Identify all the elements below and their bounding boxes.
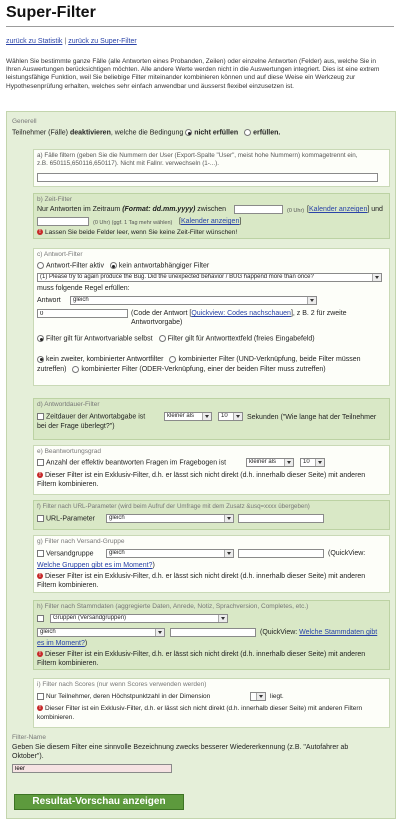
warning-icon: ! — [37, 229, 43, 235]
radio-combined-and[interactable] — [169, 356, 176, 363]
date-to-input[interactable] — [37, 217, 89, 226]
section-b-title: b) Zeit-Filter — [37, 196, 73, 203]
score-dimension-select[interactable] — [250, 692, 266, 701]
answer-code-hint: (Code der Antwort [Quickview: Codes nachschauen], z B. 2 für zweite Antwortvorgabe) — [131, 310, 347, 326]
calendar-link-2[interactable]: Kalender anzeigen — [180, 218, 240, 225]
section-h-title: h) Filter nach Stammdaten (aggregierte Daten, Anrede, Notiz, Sprachversion, Completes, etc.) — [37, 603, 309, 610]
section-a-title: a) Fälle filtern (geben Sie die Nummern der User (Export-Spalte "User", meist hohe Nummern) kommagetrennt ein, z.B. 650115,650116,650117). Nicht mit Fallnr. verwechseln (1-...). — [37, 152, 358, 167]
chevron-down-icon — [256, 693, 265, 700]
user-ids-input[interactable] — [37, 173, 378, 182]
filter-target-row: Filter gilt für Antwortvariable selbst Filter gilt für Antworttextfeld (freies Eingabefeld) — [37, 335, 315, 344]
section-d-title: d) Antwortdauer-Filter — [37, 401, 100, 408]
url-param-value-input[interactable] — [238, 514, 324, 523]
chevron-down-icon — [218, 615, 227, 622]
chevron-down-icon — [155, 629, 164, 636]
back-to-superfilter-link[interactable]: zurück zu Super-Filter — [68, 38, 137, 45]
radio-combined-or[interactable] — [72, 366, 79, 373]
master-data-quickview-cont: es im Moment?) — [37, 640, 88, 647]
send-group-quickview-link-row: Welche Gruppen gibt es im Moment?) — [37, 562, 155, 569]
radio-no-answer-filter[interactable] — [110, 262, 117, 269]
master-data-quickview-link-1[interactable]: Welche Stammdaten gibt — [299, 629, 378, 636]
chevron-down-icon — [315, 459, 324, 466]
answered-count-checkbox[interactable] — [37, 459, 44, 466]
uhr-label-1: (0 Uhr) — [287, 208, 305, 214]
answer-code-input[interactable] — [37, 309, 128, 318]
master-data-quickview: (QuickView: Welche Stammdaten gibt — [260, 629, 378, 636]
calendar-link-1[interactable]: Kalender anzeigen — [308, 206, 368, 213]
breadcrumb-links: zurück zu Statistik | zurück zu Super-Filter — [6, 38, 137, 45]
score-row: Nur Teilnehmer, deren Höchstpunktzahl in der Dimension — [37, 693, 210, 702]
combination-options: kein zweiter, kombinierter Antwortfilter kombinierter Filter (UND-Verknüpfung, beide Filter müssen zutreffen) kombinierter Filter (ODER-Verknüpfung, einer der beiden Filter muss zutreffen) — [37, 356, 361, 373]
radio-fulfill[interactable] — [244, 129, 251, 136]
codes-quickview-link[interactable]: Quickview: Codes nachschauen — [191, 310, 291, 317]
chevron-down-icon — [307, 297, 316, 304]
score-checkbox[interactable] — [37, 693, 44, 700]
master-data-field-select[interactable]: Gruppen (Versandgruppen) — [50, 614, 228, 623]
master-data-value-input[interactable] — [170, 628, 256, 637]
section-f-title: f) Filter nach URL-Parameter (wird beim Aufruf der Umfrage mit dem Zusatz &usq=xxxx übergeben) — [37, 503, 310, 510]
warning-icon: ! — [37, 705, 43, 711]
date-from-input[interactable] — [234, 205, 283, 214]
send-group-value-input[interactable] — [238, 549, 324, 558]
section-g-title: g) Filter nach Versand-Gruppe — [37, 538, 125, 545]
section-b-warning: ! Lassen Sie beide Felder leer, wenn Sie keine Zeit-Filter wünschen! — [37, 229, 237, 238]
filter-name-input[interactable] — [12, 764, 172, 773]
section-g-warning: ! Dieser Filter ist ein Exklusiv-Filter, d.h. er lässt sich nicht direkt (d.h. innerhalb dieser Seite) mit anderen Filtern kombinieren. — [37, 573, 366, 589]
radio-not-fulfill[interactable] — [185, 129, 192, 136]
master-data-quickview-link-2[interactable]: es im Moment? — [37, 640, 85, 647]
section-i-title: i) Filter nach Scores (nur wenn Scores verwenden werden) — [37, 681, 207, 688]
question-select[interactable]: (1) Please try to again produce the Bug. Did the unexpected behavior / BUG happend more than once? — [37, 273, 382, 282]
chevron-down-icon — [224, 550, 233, 557]
section-e-warning: ! Dieser Filter ist ein Exklusiv-Filter, d.h. er lässt sich nicht direkt (d.h. innerhalb dieser Seite) mit anderen Filtern kombinieren. — [37, 472, 366, 488]
duration-value-select[interactable]: 10 — [218, 412, 243, 421]
master-data-checkbox[interactable] — [37, 615, 44, 622]
chevron-down-icon — [224, 515, 233, 522]
warning-icon: ! — [37, 472, 43, 478]
section-c-title: c) Antwort-Filter — [37, 251, 83, 258]
intro-text: Wählen Sie bestimmte ganze Fälle (alle Antworten eines Probanden, Zeilen) oder einzelne Antworten (Felder) aus, welche Sie in Ihren Auswertungen berücksichtigen möchten. Alle andere Werte werden nicht in die Auswertungen integriert. Dies ist eine extrem leistungsfähige Funktion, weil Sie beliebige Filter miteinander kombinieren können und auf diese Weise ein Werkzeug zur Hypothesenprüfung erhalten, welches sehr einfach anwendbar und äusserst flexibel einzusetzen ist. — [6, 58, 380, 90]
section-h-warning: ! Dieser Filter ist ein Exklusiv-Filter, d.h. er lässt sich nicht direkt (d.h. innerhalb dieser Seite) mit anderen Filtern kombinieren. — [37, 651, 366, 667]
answered-count-row: Anzahl der effektiv beantworten Fragen im Fragebogen ist — [37, 459, 226, 468]
general-condition: Teilnehmer (Fälle) deaktivieren, welche die Bedingung nicht erfüllen erfüllen. — [12, 129, 281, 137]
score-post-label: liegt. — [270, 693, 284, 700]
chevron-down-icon — [372, 274, 381, 281]
answered-operator-select[interactable]: kleiner als — [246, 458, 294, 467]
answer-filter-mode: Antwort-Filter aktiv kein antwortabhängiger Filter — [37, 262, 209, 271]
section-e-title: e) Beantwortungsgrad — [37, 448, 101, 455]
master-data-row — [37, 615, 46, 624]
show-result-preview-button[interactable]: Resultat-Vorschau anzeigen — [14, 794, 184, 810]
date-range-row: Nur Antworten im Zeitraum (Format: dd.mm.yyyy) zwischen — [37, 206, 227, 213]
url-param-row: URL-Parameter — [37, 515, 95, 524]
radio-filter-variable[interactable] — [37, 335, 44, 342]
rule-label: muss folgende Regel erfüllen: — [37, 285, 130, 292]
page-title: Super-Filter — [6, 4, 96, 21]
warning-icon: ! — [37, 651, 43, 657]
master-data-operator-select[interactable]: gleich — [37, 628, 165, 637]
general-title: Generell — [12, 118, 37, 125]
warning-icon: ! — [37, 573, 43, 579]
antwort-operator-select[interactable]: gleich — [70, 296, 317, 305]
title-divider — [6, 26, 394, 27]
calendar-row-2: [Kalender anzeigen] — [179, 218, 242, 225]
send-group-quickview-label: (QuickView: — [328, 550, 366, 557]
url-param-checkbox[interactable] — [37, 515, 44, 522]
antwort-label: Antwort — [37, 297, 61, 304]
radio-no-combined-filter[interactable] — [37, 356, 44, 363]
duration-row: Zeitdauer der Antwortabgabe ist — [37, 413, 145, 422]
answered-value-select[interactable]: 10 — [300, 458, 325, 467]
back-to-statistics-link[interactable]: zurück zu Statistik — [6, 38, 63, 45]
uhr-label-2: (0 Uhr) (ggf. 1 Tag mehr wählen) — [93, 220, 173, 226]
calendar-row-1: [Kalender anzeigen] und — [307, 206, 383, 213]
url-param-operator-select[interactable]: gleich — [106, 514, 234, 523]
send-group-row: Versandgruppe — [37, 550, 93, 559]
send-groups-quickview-link[interactable]: Welche Gruppen gibt es im Moment? — [37, 562, 153, 569]
send-group-operator-select[interactable]: gleich — [106, 549, 234, 558]
section-i-warning: ! Dieser Filter ist ein Exklusiv-Filter, d.h. er lässt sich nicht direkt (d.h. innerhalb dieser Seite) mit anderen Filtern kombinieren. — [37, 705, 363, 721]
duration-operator-select[interactable]: kleiner als — [164, 412, 212, 421]
send-group-checkbox[interactable] — [37, 550, 44, 557]
chevron-down-icon — [284, 459, 293, 466]
radio-filter-textfield[interactable] — [159, 335, 166, 342]
duration-unit: Sekunden ("Wie lange hat der Teilnehmer bei der Frage überlegt?") — [37, 414, 377, 430]
radio-answer-filter-active[interactable] — [37, 262, 44, 269]
filter-name-title: Filter-Name — [12, 734, 46, 741]
filter-name-hint: Geben Sie diesem Filter eine sinnvolle Bezeichnung zwecks besserer Wiedererkennung (z.B. "Autofahrer ab Oktober"). — [12, 744, 349, 760]
